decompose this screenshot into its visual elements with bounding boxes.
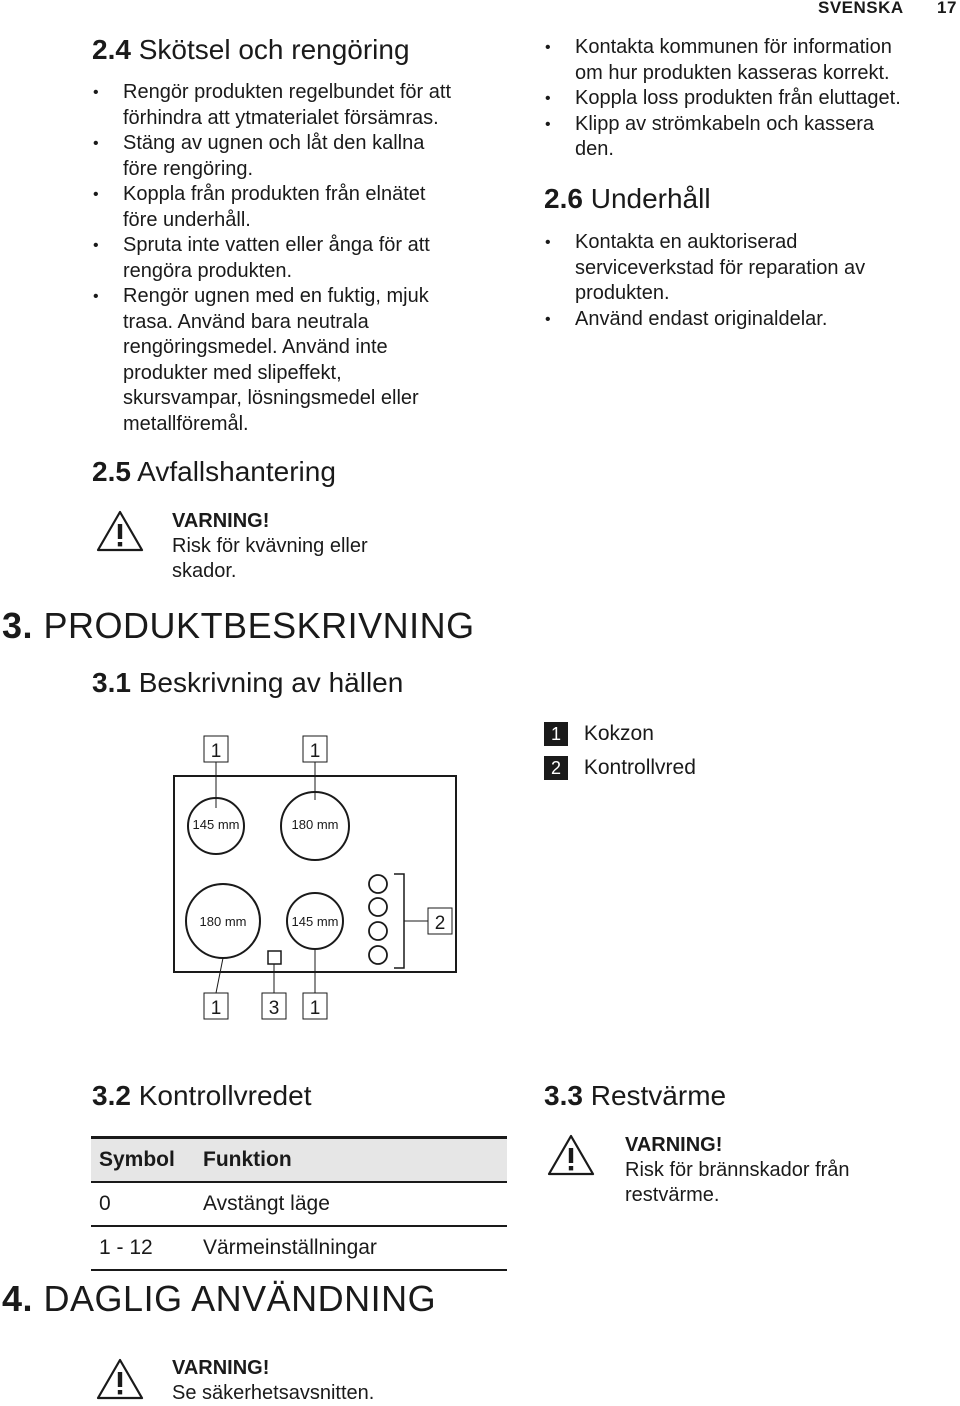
list-item: • Rengör produkten regelbundet för att förhindra att ytmaterialet försämras.: [93, 80, 513, 131]
section-title: Skötsel och rengöring: [138, 34, 410, 65]
legend-number: 1: [544, 722, 568, 746]
svg-text:1: 1: [309, 741, 321, 762]
callout-cooking-zone: [303, 736, 327, 762]
maintenance-list: [545, 230, 955, 332]
warning-block-daily-use: VARNING! Se säkerhetsavsnitten.: [172, 1357, 375, 1404]
hob-diagram: [168, 730, 468, 1025]
warning-title: VARNING!: [172, 510, 270, 532]
list-item: • Koppla från produkten från elnätet före underhåll.: [93, 182, 513, 233]
page-number: 17: [937, 0, 957, 17]
chapter-title: DAGLIG ANVÄNDNING: [43, 1278, 437, 1319]
svg-text:3: 3: [268, 998, 280, 1019]
legend-label: Kontrollvred: [583, 756, 696, 779]
svg-text:180 mm: 180 mm: [199, 914, 247, 929]
section-2-4-heading: [92, 34, 410, 66]
svg-text:145 mm: 145 mm: [192, 817, 240, 832]
list-item: • Stäng av ugnen och låt den kallna före rengöring.: [93, 131, 513, 182]
section-title: Beskrivning av hällen: [138, 667, 404, 698]
control-knob-table: [91, 1136, 507, 1271]
section-title: Underhåll: [590, 183, 711, 214]
section-2-6-heading: [544, 183, 711, 215]
chapter-number: 3.: [2, 605, 34, 646]
warning-block-disposal: VARNING! Risk för kvävning eller skador.: [172, 510, 368, 582]
disposal-list: [545, 35, 955, 163]
chapter-number: 4.: [2, 1278, 34, 1319]
section-number: 3.2: [92, 1080, 131, 1111]
legend-label: Kokzon: [583, 722, 654, 745]
cooking-zone-front-left: [186, 884, 260, 958]
svg-text:1: 1: [309, 998, 321, 1019]
control-knobs: [369, 875, 387, 964]
callout-cooking-zone: [303, 993, 327, 1019]
section-title: Avfallshantering: [137, 456, 336, 487]
svg-text:1: 1: [210, 741, 222, 762]
chapter-title: PRODUKTBESKRIVNING: [43, 605, 475, 646]
warning-title: VARNING!: [625, 1134, 723, 1156]
section-3-3-heading: [544, 1080, 726, 1112]
header-language: SVENSKA: [818, 0, 904, 17]
legend-number: 2: [544, 756, 568, 780]
warning-triangle-icon: [96, 510, 144, 552]
section-3-1-heading: [92, 667, 403, 699]
legend-item-control-knob: [544, 756, 696, 780]
section-title: Restvärme: [590, 1080, 727, 1111]
section-number: 2.5: [92, 456, 131, 487]
callout-residual-heat: [262, 993, 286, 1019]
list-item: • Använd endast originaldelar.: [545, 307, 955, 333]
svg-text:145 mm: 145 mm: [291, 914, 339, 929]
table-row: 1 - 12 Värmeinställningar: [91, 1226, 507, 1270]
list-item: • Klipp av strömkabeln och kassera den.: [545, 112, 955, 163]
list-item: • Kontakta kommunen för information om hur produkten kasseras korrekt.: [545, 35, 955, 86]
section-3-2-heading: [92, 1080, 311, 1112]
residual-heat-indicator: [268, 951, 281, 964]
warning-triangle-icon: [547, 1134, 595, 1176]
callout-cooking-zone: [204, 993, 228, 1019]
section-title: Kontrollvredet: [138, 1080, 312, 1111]
warning-title: VARNING!: [172, 1357, 270, 1379]
list-item: • Kontakta en auktoriserad serviceverkstad för reparation av produkten.: [545, 230, 955, 307]
chapter-3-heading: [2, 605, 475, 647]
section-number: 2.6: [544, 183, 583, 214]
svg-text:1: 1: [210, 998, 222, 1019]
svg-text:180 mm: 180 mm: [291, 817, 339, 832]
section-number: 2.4: [92, 34, 131, 65]
legend-item-cooking-zone: [544, 722, 654, 746]
svg-text:2: 2: [434, 913, 446, 934]
table-row: 0 Avstängt läge: [91, 1182, 507, 1226]
list-item: • Spruta inte vatten eller ånga för att rengöra produkten.: [93, 233, 513, 284]
chapter-4-heading: [2, 1278, 436, 1320]
section-2-5-heading: [92, 456, 336, 488]
care-cleaning-list: [93, 80, 513, 437]
cooking-zone-front-right: [287, 893, 343, 949]
section-number: 3.1: [92, 667, 131, 698]
table-header-row: Symbol Funktion: [91, 1138, 507, 1183]
list-item: • Rengör ugnen med en fuktig, mjuk trasa. Använd bara neutrala rengöringsmedel. Använd inte produkter med slipeffekt, skursvampar, lösningsmedel eller metallföremål.: [93, 284, 513, 437]
callout-cooking-zone: [204, 736, 228, 762]
cooking-zone-rear-right: [281, 792, 349, 860]
callout-control-knob: [428, 908, 452, 934]
warning-block-residual-heat: VARNING! Risk för brännskador från restvärme.: [625, 1134, 850, 1206]
section-number: 3.3: [544, 1080, 583, 1111]
warning-triangle-icon: [96, 1358, 144, 1400]
list-item: • Koppla loss produkten från eluttaget.: [545, 86, 955, 112]
